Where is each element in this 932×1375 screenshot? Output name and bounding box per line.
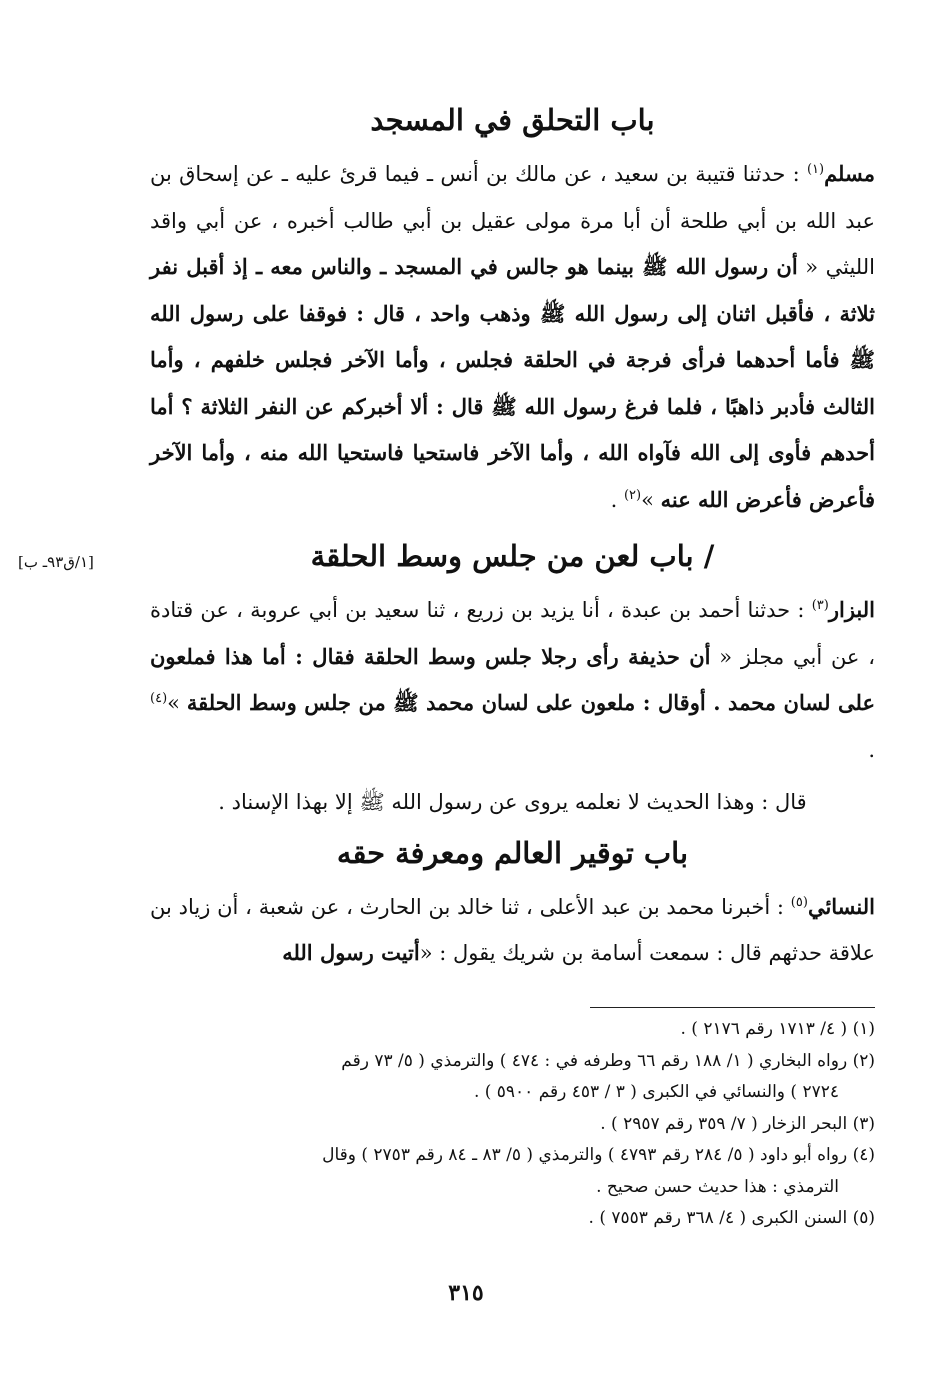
paragraph-end-1: . — [610, 487, 624, 512]
narrator-nasai: النسائي — [807, 893, 875, 919]
footnote-number: (٤) — [852, 1145, 875, 1165]
quote-close-1: » — [641, 487, 661, 512]
footnote-5 — [150, 1203, 875, 1235]
footnote-ref-2: (٢) — [623, 487, 642, 503]
footnote-ref-4: (٤) — [150, 691, 168, 706]
footnote-3 — [150, 1109, 875, 1141]
footnote-number: (٢) — [852, 1050, 875, 1071]
footnotes — [150, 1014, 875, 1235]
hadith-paragraph-1 — [150, 151, 875, 523]
narrator-bazzar: البزار — [828, 597, 875, 622]
footnote-number: (٥) — [852, 1208, 875, 1228]
hadith-paragraph-2 — [150, 587, 875, 773]
quote-close-2: » — [167, 691, 187, 715]
footnote-4 — [150, 1140, 875, 1203]
matn-text-3: أتيت رسول الله — [282, 940, 420, 965]
footnote-ref-5: (٥) — [790, 894, 808, 910]
comment-paragraph: قال : وهذا الحديث لا نعلمه يروى عن رسول الله ﷺ إلا بهذا الإسناد . — [218, 790, 807, 814]
footnote-text: رواه أبو داود ( ٥/ ٢٨٤ رقم ٤٧٩٣ ) والترمذي ( ٥/ ٨٣ ـ ٨٤ رقم ٢٧٥٣ ) وقال — [322, 1145, 853, 1165]
footnote-text: البحر الزخار ( ٧/ ٣٥٩ رقم ٢٩٥٧ ) . — [600, 1113, 853, 1134]
matn-text-2: أن حذيفة رأى رجلا جلس وسط الحلقة فقال : أما هذا فملعون على لسان محمد . أوقال : ملعون على لسان محمد ﷺ من جلس وسط الحلقة — [150, 643, 875, 715]
footnote-divider — [590, 1007, 875, 1008]
footnote-1 — [150, 1014, 875, 1046]
main-text — [150, 95, 875, 977]
chapter-heading-2: / باب لعن من جلس وسط الحلقة — [310, 539, 715, 573]
narrator-muslim: مسلم — [824, 161, 875, 186]
matn-text-1: أن رسول الله ﷺ بينما هو جالس في المسجد ـ والناس معه ـ إذ أقبل نفر ثلاثة ، فأقبل اثنان إلى رسول الله ﷺ وذهب واحد ، قال : فوقفا على رسول الله ﷺ فأما أحدهما فرأى فرجة في الحلقة فجلس ، وأما الآخر فجلس خلفهم ، وأما الثالث فأدبر ذاهبًا ، فلما فرغ رسول الله ﷺ قال : ألا أخبركم عن النفر الثلاثة ؟ أما أحدهم فأوى إلى الله فآواه الله ، وأما الآخر فاستحيا فاستحيا الله منه ، وأما الآخر فأعرض فأعرض الله عنه — [150, 254, 875, 512]
isnad-text-3: : أخبرنا محمد بن عبد الأعلى ، ثنا خالد بن الحارث ، عن شعبة ، أن زياد بن علاقة حدثهم قال : سمعت أسامة بن شريك يقول : « — [150, 894, 875, 965]
footnote-number: (١) — [852, 1019, 875, 1039]
isnad-text-2: : حدثنا أحمد بن عبدة ، أنا يزيد بن زريع ، ثنا سعيد بن أبي عروبة ، عن قتادة ، عن أبي مجلز « — [150, 598, 875, 669]
footnote-2 — [150, 1046, 875, 1109]
footnote-text: السنن الكبرى ( ٤/ ٣٦٨ رقم ٧٥٥٣ ) . — [588, 1208, 853, 1228]
footnote-ref-1: (١) — [806, 162, 825, 177]
footnote-continuation: الترمذي : هذا حديث حسن صحيح . — [596, 1176, 839, 1197]
isnad-text-1: : حدثنا قتيبة بن سعيد ، عن مالك بن أنس ـ فيما قرئ عليه ـ عن إسحاق بن عبد الله بن أبي طلحة أن أبا مرة مولى عقيل بن أبي طالب أخبره ، عن أبي واقد الليثي « — [150, 162, 875, 279]
footnote-continuation: ٢٧٢٤ ) والنسائي في الكبرى ( ٣ / ٤٥٣ رقم ٥٩٠٠ ) . — [473, 1082, 839, 1102]
footnote-text: رواه البخاري ( ١/ ١٨٨ رقم ٦٦ وطرفه في : ٤٧٤ ) والترمذي ( ٥/ ٧٣ رقم — [341, 1050, 853, 1071]
page-number: ٣١٥ — [448, 1280, 484, 1306]
chapter-heading-1: باب التحلق في المسجد — [370, 103, 655, 137]
footnote-number: (٣) — [852, 1113, 875, 1134]
footnote-ref-3: (٣) — [811, 598, 829, 613]
paragraph-end-2: . — [868, 737, 875, 762]
hadith-paragraph-3 — [150, 884, 875, 977]
manuscript-folio-reference: [١/ق٩٣ـ ب] — [18, 553, 94, 571]
footnote-text: ( ٤/ ١٧١٣ رقم ٢١٧٦ ) . — [680, 1019, 853, 1039]
chapter-heading-3: باب توقير العالم ومعرفة حقه — [336, 835, 689, 870]
